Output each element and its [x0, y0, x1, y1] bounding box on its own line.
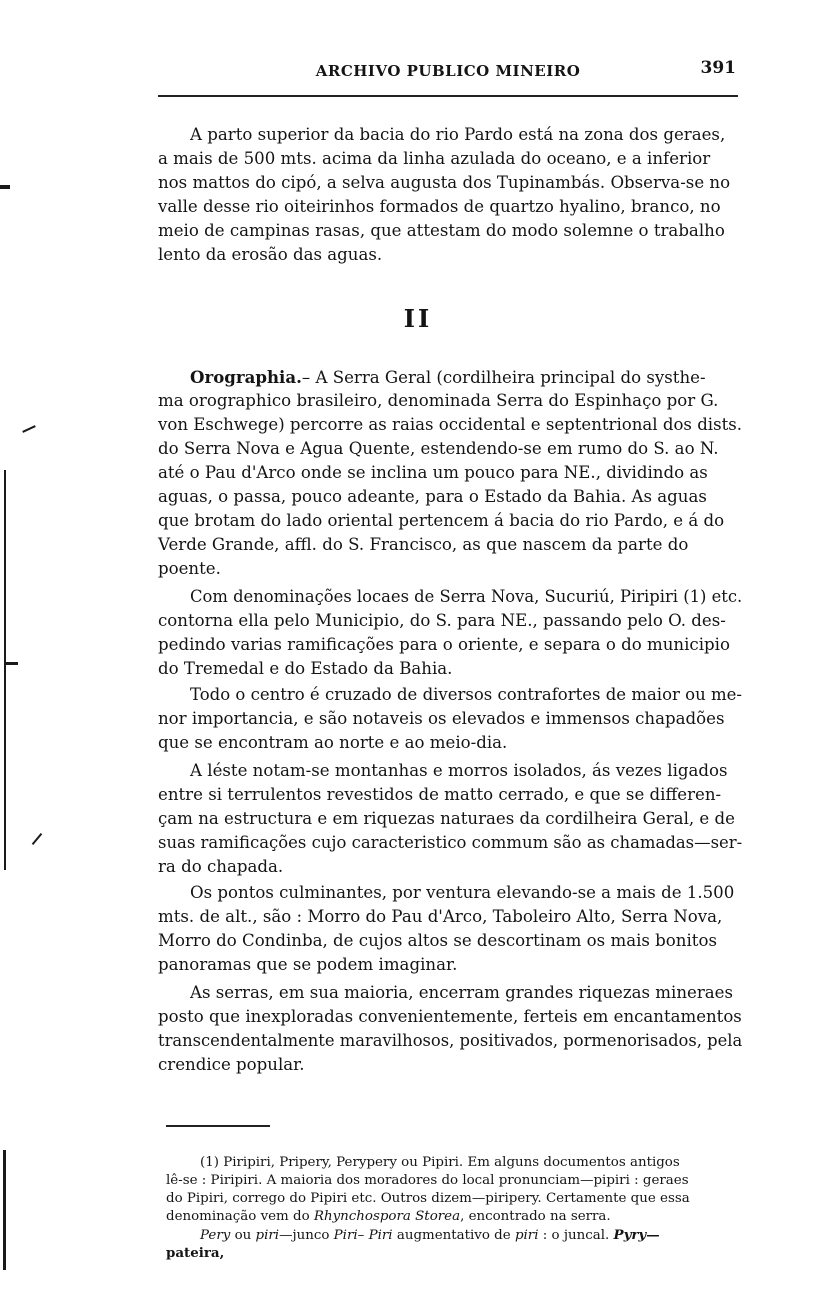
footnote-term: Pyry—	[613, 1227, 660, 1243]
text-line: Com denominações locaes de Serra Nova, Sucuriú, Piripiri (1) etc.	[190, 587, 743, 606]
text-line: ma orographico brasileiro, denominada Serra do Espinhaço por G.	[158, 391, 719, 410]
footnote-line: (1) Piripiri, Pripery, Perypery ou Pipiri. Em alguns documentos antigos	[200, 1155, 680, 1170]
text-line: panoramas que se podem imaginar.	[158, 955, 458, 974]
text-line: nos mattos do cipó, a selva augusta dos Tupinambás. Observa-se no	[158, 173, 731, 192]
running-header	[158, 58, 738, 94]
text-line: que brotam do lado oriental pertencem á bacia do rio Pardo, e á do	[158, 511, 725, 530]
text-line: çam na estructura e em riquezas naturaes da cordilheira Geral, e de	[158, 809, 735, 828]
text-line: aguas, o passa, pouco adeante, para o Estado da Bahia. As aguas	[158, 487, 707, 506]
text-line: até o Pau d'Arco onde se inclina um pouco para NE., dividindo as	[158, 463, 708, 482]
page-number: 391	[700, 58, 736, 78]
footnote-line: lê-se : Piripiri. A maioria dos moradores do local pronunciam—pipiri : geraes	[166, 1173, 689, 1188]
text-line: entre si terrulentos revestidos de matto cerrado, e que se differen-	[158, 785, 722, 804]
margin-mark-bracket	[4, 470, 6, 870]
footnote-term: Piri– Piri	[333, 1228, 393, 1243]
text-line: poente.	[158, 559, 221, 578]
text-line: lento da erosão das aguas.	[158, 245, 383, 264]
text-line: contorna ella pelo Municipio, do S. para NE., passando pelo O. des-	[158, 611, 726, 630]
footnote-term: Pery	[200, 1228, 231, 1243]
footnote-text: , encontrado na serra.	[460, 1209, 611, 1224]
text-line: que se encontram ao norte e ao meio-dia.	[158, 733, 508, 752]
footnote-line	[200, 1226, 660, 1244]
footnote-text: —junco	[279, 1228, 334, 1243]
pencil-mark-2	[32, 833, 43, 845]
margin-mark-bottom	[3, 1150, 6, 1270]
text-line: valle desse rio oiteirinhos formados de quartzo hyalino, branco, no	[158, 197, 721, 216]
footnote-line: do Pipiri, corrego do Pipiri etc. Outros dizem—piripery. Certamente que essa	[166, 1191, 690, 1206]
footnote-line	[166, 1208, 611, 1226]
text-line: meio de campinas rasas, que attestam do modo solemne o trabalho	[158, 221, 725, 240]
footnote-text: : o juncal.	[538, 1228, 614, 1243]
text-line: Verde Grande, affl. do S. Francisco, as que nascem da parte do	[158, 535, 689, 554]
text-line: von Eschwege) percorre as raias occidental e septentrional dos dists.	[158, 415, 743, 434]
text-line: Morro do Condinba, de cujos altos se descortinam os mais bonitos	[158, 931, 717, 950]
text-line: Todo o centro é cruzado de diversos contrafortes de maior ou me-	[190, 685, 742, 704]
text-line: suas ramificações cujo caracteristico commum são as chamadas—ser-	[158, 833, 743, 852]
orographia-first-line: – A Serra Geral (cordilheira principal do systhe-	[301, 368, 706, 387]
text-line: mts. de alt., são : Morro do Pau d'Arco, Taboleiro Alto, Serra Nova,	[158, 907, 723, 926]
pencil-mark-1	[22, 425, 36, 433]
text-line: transcendentalmente maravilhosos, positivados, pormenorisados, pela	[158, 1031, 743, 1050]
text-line: crendice popular.	[158, 1055, 305, 1074]
footnote-text: denominação vem do	[166, 1209, 314, 1224]
section-heading: II	[403, 304, 433, 333]
margin-mark-tick	[4, 662, 18, 665]
text-line: A léste notam-se montanhas e morros isolados, ás vezes ligados	[190, 761, 728, 780]
footnote-term: piri	[255, 1228, 280, 1243]
footnote-term: piri	[514, 1228, 539, 1243]
header-rule	[158, 95, 738, 97]
text-line: pedindo varias ramificações para o oriente, e separa o do municipio	[158, 635, 730, 654]
journal-title: ARCHIVO PUBLICO MINEIRO	[315, 62, 581, 80]
text-line: As serras, em sua maioria, encerram grandes riquezas mineraes	[190, 983, 733, 1002]
footnote-text: ou	[230, 1228, 256, 1243]
orographia-heading: Orographia.	[190, 367, 302, 387]
text-line: do Tremedal e do Estado da Bahia.	[158, 659, 453, 678]
footnote-rule	[166, 1125, 270, 1127]
text-line: a mais de 500 mts. acima da linha azulada do oceano, e a inferior	[158, 149, 711, 168]
footnote-line: pateira,	[166, 1245, 225, 1261]
text-line	[190, 366, 706, 388]
text-line: ra do chapada.	[158, 857, 284, 876]
footnote-text: augmentativo de	[392, 1228, 515, 1243]
text-line: do Serra Nova e Agua Quente, estendendo-se em rumo do S. ao N.	[158, 439, 719, 458]
text-line: posto que inexploradas convenientemente, ferteis em encantamentos	[158, 1007, 742, 1026]
text-line: A parto superior da bacia do rio Pardo está na zona dos geraes,	[190, 125, 726, 144]
text-line: Os pontos culminantes, por ventura elevando-se a mais de 1.500	[190, 883, 735, 902]
margin-mark-top	[0, 185, 10, 189]
text-line: nor importancia, e são notaveis os elevados e immensos chapadões	[158, 709, 725, 728]
footnote-species-name: Rhynchospora Storea	[313, 1209, 461, 1224]
